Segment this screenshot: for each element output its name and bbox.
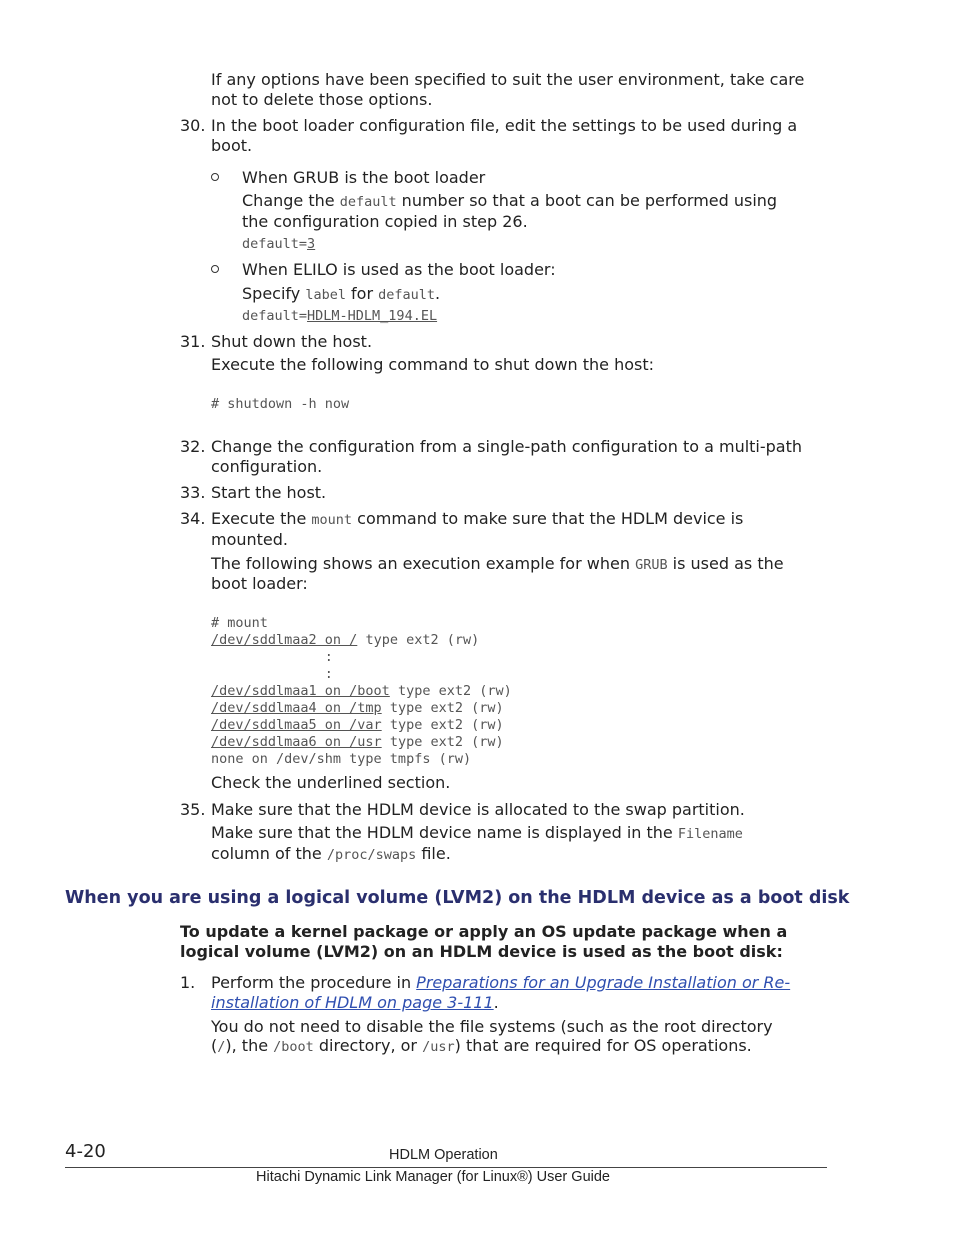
code-line xyxy=(211,632,512,649)
step-35-text: Make sure that the HDLM device is allocated to the swap partition. xyxy=(211,800,745,819)
text: Specify xyxy=(242,284,306,303)
step-number: 34. xyxy=(180,509,206,528)
step-34-line-1 xyxy=(211,509,743,530)
code-underlined: HDLM-HDLM_194.EL xyxy=(307,308,438,324)
code-text: type ext2 (rw) xyxy=(357,632,480,648)
bullet-icon xyxy=(211,265,219,273)
grub-desc-line-1 xyxy=(242,191,777,212)
text: file. xyxy=(416,844,451,863)
section-step-1-line-1 xyxy=(211,973,790,993)
code-line xyxy=(211,717,512,734)
elilo-desc xyxy=(242,284,440,305)
step-33-text: Start the host. xyxy=(211,483,327,502)
text: number so that a boot can be performed using xyxy=(396,191,778,210)
shutdown-command: # shutdown -h now xyxy=(211,396,350,412)
text: ), the xyxy=(225,1036,274,1055)
step-30-line-2: boot. xyxy=(211,136,253,155)
grub-desc-line-2: the configuration copied in step 26. xyxy=(242,212,528,231)
step-30-line-1: In the boot loader configuration file, edit the settings to be used during a xyxy=(211,116,798,135)
step-34-example-line-2: boot loader: xyxy=(211,574,308,593)
step-number: 30. xyxy=(180,116,206,135)
step-number: 1. xyxy=(180,973,196,992)
elilo-title: When ELILO is used as the boot loader: xyxy=(242,260,556,279)
procedure-title-line-2: logical volume (LVM2) on an HDLM device is used as the boot disk: xyxy=(180,942,783,961)
step-34-example-line-1 xyxy=(211,554,784,575)
code-underlined: 3 xyxy=(307,236,316,252)
code-line: # mount xyxy=(211,615,268,631)
text: ) that are required for OS operations. xyxy=(454,1036,752,1055)
text: directory, or xyxy=(313,1036,423,1055)
code-text: type ext2 (rw) xyxy=(381,700,504,716)
step-number: 32. xyxy=(180,437,206,456)
code-underlined: /dev/sddlmaa5 on /var xyxy=(211,717,382,733)
intro-line-2: not to delete those options. xyxy=(211,90,433,109)
step-32-line-2: configuration. xyxy=(211,457,323,476)
step-31-desc: Execute the following command to shut down the host: xyxy=(211,355,655,374)
code-text: default= xyxy=(242,236,308,252)
procedure-title-line-1: To update a kernel package or apply an OS update package when a xyxy=(180,922,788,941)
code-underlined: /dev/sddlmaa1 on /boot xyxy=(211,683,390,699)
code-boot: /boot xyxy=(273,1039,314,1055)
footer-chapter: HDLM Operation xyxy=(389,1147,498,1163)
section-step-1-desc-line-1: You do not need to disable the file systems (such as the root directory xyxy=(211,1017,773,1036)
code-default: default xyxy=(339,194,397,210)
code-filename: Filename xyxy=(677,826,743,842)
text: command to make sure that the HDLM device is xyxy=(352,509,744,528)
code-text: type ext2 (rw) xyxy=(389,683,512,699)
bullet-icon xyxy=(211,173,219,181)
text: Perform the procedure in xyxy=(211,973,417,992)
code-grub: GRUB xyxy=(635,557,668,573)
section-heading: When you are using a logical volume (LVM2) on the HDLM device as a boot disk xyxy=(65,888,850,908)
intro-line-1: If any options have been specified to suit the user environment, take care xyxy=(211,70,805,89)
text: . xyxy=(493,993,499,1012)
section-step-1-desc-line-2 xyxy=(211,1036,752,1057)
code-root: / xyxy=(217,1039,226,1055)
code-usr: /usr xyxy=(422,1039,455,1055)
code-default: default xyxy=(378,287,436,303)
grub-example xyxy=(242,235,315,253)
text: is used as the xyxy=(667,554,784,573)
step-35-desc-line-2 xyxy=(211,844,451,865)
code-line xyxy=(211,734,512,751)
code-line: : xyxy=(211,649,333,665)
text: Change the xyxy=(242,191,340,210)
step-32-line-1: Change the configuration from a single-path configuration to a multi-path xyxy=(211,437,803,456)
step-number: 31. xyxy=(180,332,206,351)
code-text: type ext2 (rw) xyxy=(381,734,504,750)
step-35-desc-line-1 xyxy=(211,823,743,844)
code-line: : xyxy=(211,666,333,682)
code-underlined: /dev/sddlmaa2 on / xyxy=(211,632,358,648)
code-line xyxy=(211,683,512,700)
elilo-example xyxy=(242,307,437,325)
text: ( xyxy=(211,1036,218,1055)
text: Make sure that the HDLM device name is displayed in the xyxy=(211,823,678,842)
code-mount: mount xyxy=(311,512,353,528)
text: for xyxy=(345,284,379,303)
text: . xyxy=(435,284,441,303)
step-34-check: Check the underlined section. xyxy=(211,773,451,792)
section-step-1-line-2 xyxy=(211,993,499,1013)
step-number: 33. xyxy=(180,483,206,502)
code-label: label xyxy=(305,287,346,303)
step-34-line-2: mounted. xyxy=(211,530,289,549)
grub-title: When GRUB is the boot loader xyxy=(242,168,486,187)
step-number: 35. xyxy=(180,800,206,819)
preparations-link[interactable]: Preparations for an Upgrade Installation or Re- xyxy=(416,973,791,992)
text: Execute the xyxy=(211,509,312,528)
code-line xyxy=(211,700,512,717)
code-line: none on /dev/shm type tmpfs (rw) xyxy=(211,751,472,767)
code-underlined: /dev/sddlmaa4 on /tmp xyxy=(211,700,382,716)
step-31-title: Shut down the host. xyxy=(211,332,373,351)
code-underlined: /dev/sddlmaa6 on /usr xyxy=(211,734,382,750)
page-number: 4-20 xyxy=(65,1141,106,1162)
code-proc-swaps: /proc/swaps xyxy=(326,847,417,863)
preparations-link-cont[interactable]: installation of HDLM on page 3-111 xyxy=(211,993,494,1012)
footer-guide-title: Hitachi Dynamic Link Manager (for Linux®) User Guide xyxy=(256,1169,610,1185)
code-text: default= xyxy=(242,308,308,324)
text: column of the xyxy=(211,844,327,863)
code-text: type ext2 (rw) xyxy=(381,717,504,733)
mount-output xyxy=(211,615,512,768)
text: The following shows an execution example for when xyxy=(211,554,636,573)
